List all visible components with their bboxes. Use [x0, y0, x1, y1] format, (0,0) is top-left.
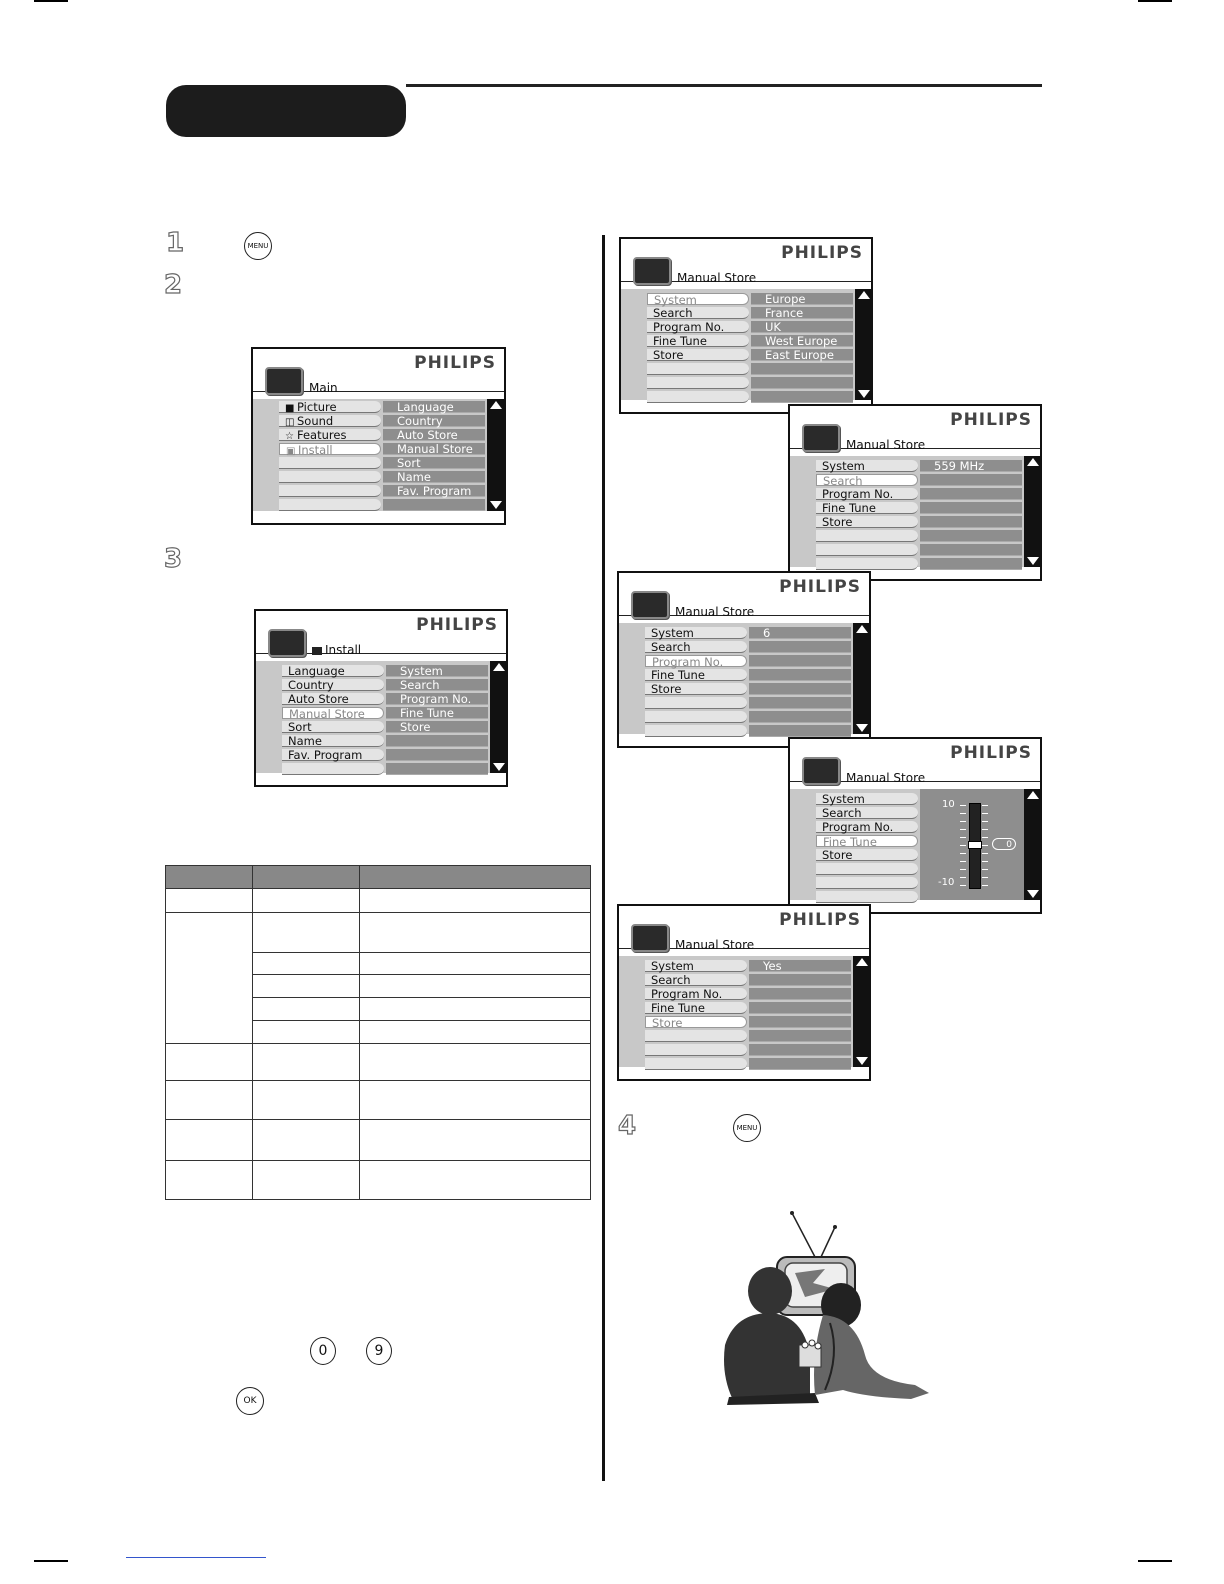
fine-tune-tick — [982, 821, 988, 822]
menu-item: Program No. — [816, 821, 918, 833]
menu-item: Fav. Program — [282, 749, 384, 761]
menu-item-label: Sound — [297, 414, 334, 428]
submenu-item — [920, 544, 1022, 556]
submenu-item — [751, 377, 853, 389]
menu-item: Country — [282, 679, 384, 691]
submenu-item: Store — [386, 721, 488, 733]
tv-icon — [631, 924, 669, 952]
menu-item — [279, 457, 381, 469]
column-divider — [602, 235, 605, 1481]
crop-mark — [1138, 1560, 1172, 1562]
fine-tune-tick — [982, 861, 988, 862]
submenu-item: 559 MHz — [920, 460, 1022, 472]
menu-item: Fine Tune — [816, 835, 918, 847]
tv-icon — [633, 257, 671, 285]
menu-item: Auto Store — [282, 693, 384, 705]
menu-title: Manual Store — [846, 771, 926, 785]
menu-item — [647, 363, 749, 375]
menu-item — [816, 558, 918, 570]
menu-item: Fine Tune — [645, 1002, 747, 1014]
submenu-item — [386, 763, 488, 775]
fine-tune-tick — [982, 853, 988, 854]
scrollbar — [490, 661, 508, 773]
menu-item — [279, 443, 381, 455]
crop-mark — [1138, 0, 1172, 2]
menu-item: Search — [645, 641, 747, 653]
submenu-item: France — [751, 307, 853, 319]
menu-item — [645, 711, 747, 723]
submenu-item: Fav. Program — [383, 485, 485, 497]
table-row — [166, 1120, 591, 1161]
fine-tune-tick — [960, 853, 966, 854]
fine-tune-tick — [960, 885, 966, 886]
submenu-item: Program No. — [386, 693, 488, 705]
submenu-item — [920, 516, 1022, 528]
philips-logo: PHILIPS — [950, 410, 1032, 430]
menu-item: Name — [282, 735, 384, 747]
fine-tune-tick — [982, 837, 988, 838]
menu-item: Fine Tune — [816, 502, 918, 514]
menu-item-label: Install — [298, 443, 333, 457]
submenu-item — [749, 1016, 851, 1028]
menu-item: Program No. — [645, 655, 747, 667]
scroll-up-icon — [1027, 791, 1039, 799]
scroll-up-icon — [490, 401, 502, 409]
submenu-item: Name — [383, 471, 485, 483]
submenu-item — [749, 683, 851, 695]
menu-item: Search — [816, 807, 918, 819]
screen-manual-store-search — [788, 404, 1042, 581]
menu-item: Search — [816, 474, 918, 486]
ok-button-icon: OK — [236, 1387, 264, 1415]
fine-tune-tick — [960, 813, 966, 814]
fine-tune-tick — [982, 805, 988, 806]
menu-title: Manual Store — [846, 438, 926, 452]
submenu-item — [751, 391, 853, 403]
submenu-item: Fine Tune — [386, 707, 488, 719]
menu-item — [279, 415, 381, 427]
fine-tune-tick — [982, 869, 988, 870]
crop-mark — [126, 1557, 266, 1558]
scroll-down-icon — [858, 390, 870, 398]
submenu-item: Auto Store — [383, 429, 485, 441]
scrollbar — [1024, 789, 1042, 900]
scrollbar — [487, 399, 505, 511]
submenu-item — [749, 697, 851, 709]
menu-item: System — [816, 460, 918, 472]
submenu-item: Europe — [751, 293, 853, 305]
settings-table — [165, 865, 591, 1200]
scroll-up-icon — [856, 958, 868, 966]
menu-item — [645, 1058, 747, 1070]
menu-title — [312, 643, 361, 657]
philips-logo: PHILIPS — [779, 910, 861, 930]
fine-tune-tick — [960, 829, 966, 830]
menu-button-icon: MENU — [244, 232, 272, 260]
fine-tune-max-label: 10 — [942, 799, 955, 810]
fine-tune-tick — [960, 837, 966, 838]
menu-item — [816, 877, 918, 889]
table-row — [166, 1161, 591, 1200]
menu-item — [645, 725, 747, 737]
submenu-item: 6 — [749, 627, 851, 639]
crop-mark — [34, 1560, 68, 1562]
menu-item — [816, 891, 918, 903]
scrollbar — [855, 289, 873, 400]
menu-item: Store — [816, 849, 918, 861]
menu-item — [279, 429, 381, 441]
menu-button-icon: MENU — [733, 1114, 761, 1142]
fine-tune-tick — [982, 877, 988, 878]
tv-icon — [802, 757, 840, 785]
submenu-item — [920, 502, 1022, 514]
submenu-item — [749, 711, 851, 723]
table-row — [166, 1081, 591, 1120]
menu-item: Fine Tune — [647, 335, 749, 347]
scroll-up-icon — [1027, 458, 1039, 466]
menu-item: Fine Tune — [645, 669, 747, 681]
submenu-item: West Europe — [751, 335, 853, 347]
step-number-3: 3 — [164, 544, 182, 574]
menu-item — [647, 377, 749, 389]
menu-item-label: Picture — [297, 400, 337, 414]
fine-tune-tick — [982, 829, 988, 830]
install-icon — [312, 647, 322, 655]
scroll-down-icon — [856, 1057, 868, 1065]
scroll-down-icon — [856, 724, 868, 732]
submenu-item: Language — [383, 401, 485, 413]
menu-item: Store — [647, 349, 749, 361]
table-header — [166, 866, 591, 889]
table-row — [166, 889, 591, 913]
menu-item: Store — [645, 1016, 747, 1028]
couple-watching-tv-illustration — [715, 1205, 935, 1415]
screen-manual-store-finetune — [788, 737, 1042, 914]
fine-tune-tick — [960, 869, 966, 870]
table-row — [166, 913, 591, 953]
menu-item: System — [816, 793, 918, 805]
submenu-item — [920, 558, 1022, 570]
submenu-item — [749, 974, 851, 986]
step-number-2: 2 — [164, 270, 182, 300]
submenu-item — [920, 488, 1022, 500]
fine-tune-min-label: -10 — [938, 877, 955, 888]
philips-logo: PHILIPS — [414, 353, 496, 373]
tv-icon — [802, 424, 840, 452]
menu-item: Search — [645, 974, 747, 986]
menu-item — [645, 1044, 747, 1056]
menu-item — [645, 1030, 747, 1042]
menu-item: Program No. — [647, 321, 749, 333]
menu-item-icon: ▣ — [286, 446, 296, 457]
fine-tune-tick — [960, 805, 966, 806]
fine-tune-tick — [982, 885, 988, 886]
philips-logo: PHILIPS — [781, 243, 863, 263]
menu-item: Language — [282, 665, 384, 677]
menu-item: Program No. — [816, 488, 918, 500]
fine-tune-tick — [960, 861, 966, 862]
menu-item: Manual Store — [282, 707, 384, 719]
submenu-item — [749, 1058, 851, 1070]
menu-title: Manual Store — [677, 271, 757, 285]
submenu-item — [749, 669, 851, 681]
submenu-item — [749, 1030, 851, 1042]
fine-tune-tick — [960, 877, 966, 878]
menu-title: Main — [309, 381, 338, 395]
submenu-item: Search — [386, 679, 488, 691]
scroll-up-icon — [493, 663, 505, 671]
menu-item: System — [647, 293, 749, 305]
menu-item: Search — [647, 307, 749, 319]
submenu-item — [383, 499, 485, 511]
header-rule — [406, 84, 1042, 87]
menu-item: Program No. — [645, 988, 747, 1000]
submenu-item — [749, 988, 851, 1000]
tv-icon — [265, 367, 303, 395]
menu-item — [647, 391, 749, 403]
menu-title-text: Install — [325, 643, 362, 657]
section-tab — [166, 85, 406, 137]
menu-item-icon: ■ — [285, 403, 295, 414]
scroll-down-icon — [1027, 890, 1039, 898]
step-number-1: 1 — [166, 228, 184, 258]
menu-item — [645, 697, 747, 709]
menu-item — [816, 544, 918, 556]
scroll-down-icon — [493, 763, 505, 771]
scroll-up-icon — [858, 291, 870, 299]
scroll-down-icon — [490, 501, 502, 509]
fine-tune-value: 0 — [992, 838, 1016, 850]
menu-item-icon: ◫ — [285, 417, 295, 428]
crop-mark — [34, 0, 68, 2]
screen-manual-store-system — [619, 237, 873, 414]
menu-item — [816, 863, 918, 875]
menu-item — [279, 485, 381, 497]
menu-item: System — [645, 960, 747, 972]
submenu-item — [386, 735, 488, 747]
fine-tune-tick — [960, 821, 966, 822]
scroll-down-icon — [1027, 557, 1039, 565]
submenu-item — [751, 363, 853, 375]
fine-tune-tick — [982, 813, 988, 814]
digit-0-button-icon: 0 — [310, 1337, 336, 1365]
menu-item-label: Features — [297, 428, 347, 442]
submenu-item: Sort — [383, 457, 485, 469]
submenu-item — [749, 641, 851, 653]
menu-item: Store — [816, 516, 918, 528]
menu-item — [279, 401, 381, 413]
scrollbar — [853, 956, 871, 1067]
philips-logo: PHILIPS — [950, 743, 1032, 763]
menu-item — [279, 471, 381, 483]
submenu-item: Yes — [749, 960, 851, 972]
menu-title: Manual Store — [675, 605, 755, 619]
fine-tune-tick — [982, 845, 988, 846]
menu-item: Store — [645, 683, 747, 695]
scrollbar — [1024, 456, 1042, 567]
menu-item-icon: ☆ — [285, 431, 294, 442]
step-number-4: 4 — [618, 1111, 636, 1141]
scroll-up-icon — [856, 625, 868, 633]
menu-item — [282, 763, 384, 775]
screen-manual-store-store — [617, 904, 871, 1081]
table-row — [166, 1044, 591, 1081]
menu-item — [816, 530, 918, 542]
submenu-item — [749, 725, 851, 737]
submenu-item — [749, 655, 851, 667]
scrollbar — [853, 623, 871, 734]
fine-tune-knob — [968, 841, 982, 849]
philips-logo: PHILIPS — [779, 577, 861, 597]
submenu-item — [920, 530, 1022, 542]
submenu-item — [749, 1002, 851, 1014]
screen-install — [254, 609, 508, 787]
screen-manual-store-program — [617, 571, 871, 748]
submenu-item: East Europe — [751, 349, 853, 361]
submenu-item: System — [386, 665, 488, 677]
submenu-item — [749, 1044, 851, 1056]
submenu-item: UK — [751, 321, 853, 333]
tv-icon — [631, 591, 669, 619]
menu-item: Sort — [282, 721, 384, 733]
fine-tune-tick — [960, 845, 966, 846]
submenu-item: Manual Store — [383, 443, 485, 455]
submenu-item: Country — [383, 415, 485, 427]
digit-9-button-icon: 9 — [366, 1337, 392, 1365]
tv-icon — [268, 629, 306, 657]
menu-item: System — [645, 627, 747, 639]
screen-main — [251, 347, 506, 525]
menu-title: Manual Store — [675, 938, 755, 952]
submenu-item — [920, 474, 1022, 486]
philips-logo: PHILIPS — [416, 615, 498, 635]
menu-item — [279, 499, 381, 511]
submenu-item — [386, 749, 488, 761]
